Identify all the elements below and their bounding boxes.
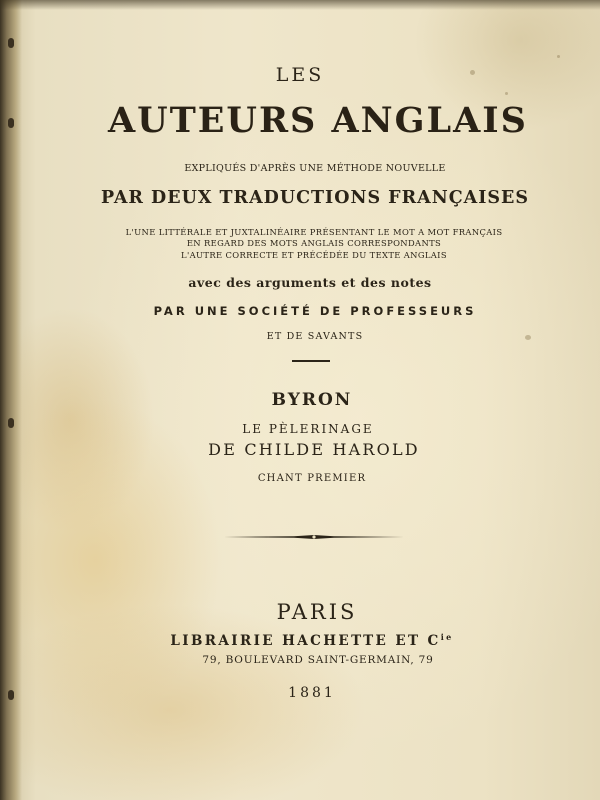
imprint-address: 79, BOULEVARD SAINT-GERMAIN, 79 (202, 654, 434, 666)
foxing-spot (557, 55, 560, 58)
foxing-spot (505, 92, 508, 95)
subtitle-method: EXPLIQUÉS D'APRÈS UNE MÉTHODE NOUVELLE (184, 163, 446, 174)
page-top-shadow (0, 0, 600, 10)
section-divider (292, 360, 330, 362)
imprint-city: PARIS (276, 600, 358, 624)
subtitle-translations: PAR DEUX TRADUCTIONS FRANÇAISES (100, 188, 530, 208)
main-title: AUTEURS ANGLAIS (108, 100, 528, 141)
title-les: LES (275, 64, 325, 86)
description-line-2: EN REGARD DES MOTS ANGLAIS CORRESPONDANTS (186, 238, 442, 248)
ornamental-rule (224, 534, 404, 540)
binding-stitch-hole (8, 38, 14, 48)
savants-line: ET DE SAVANTS (266, 331, 364, 342)
publisher-name: LIBRAIRIE HACHETTE ET C (170, 633, 441, 649)
canto-label: CHANT PREMIER (257, 473, 367, 484)
work-title-line-1: LE PÈLERINAGE (242, 422, 374, 436)
society-line: PAR UNE SOCIÉTÉ DE PROFESSEURS (153, 304, 477, 318)
work-title-line-2: DE CHILDE HAROLD (208, 440, 420, 459)
imprint-publisher (12, 633, 600, 649)
publisher-suffix: ie (440, 632, 454, 642)
description-line-3: L'AUTRE CORRECTE ET PRÉCÉDÉE DU TEXTE ANGLAIS (181, 250, 447, 260)
notes-line: avec des arguments et des notes (188, 275, 432, 290)
description-line-1: L'UNE LITTÉRALE ET JUXTALINÉAIRE PRÉSENTANT LE MOT A MOT FRANÇAIS (125, 227, 503, 237)
imprint-year: 1881 (288, 685, 336, 701)
author-name: BYRON (271, 390, 353, 410)
binding-stitch-hole (8, 118, 14, 128)
